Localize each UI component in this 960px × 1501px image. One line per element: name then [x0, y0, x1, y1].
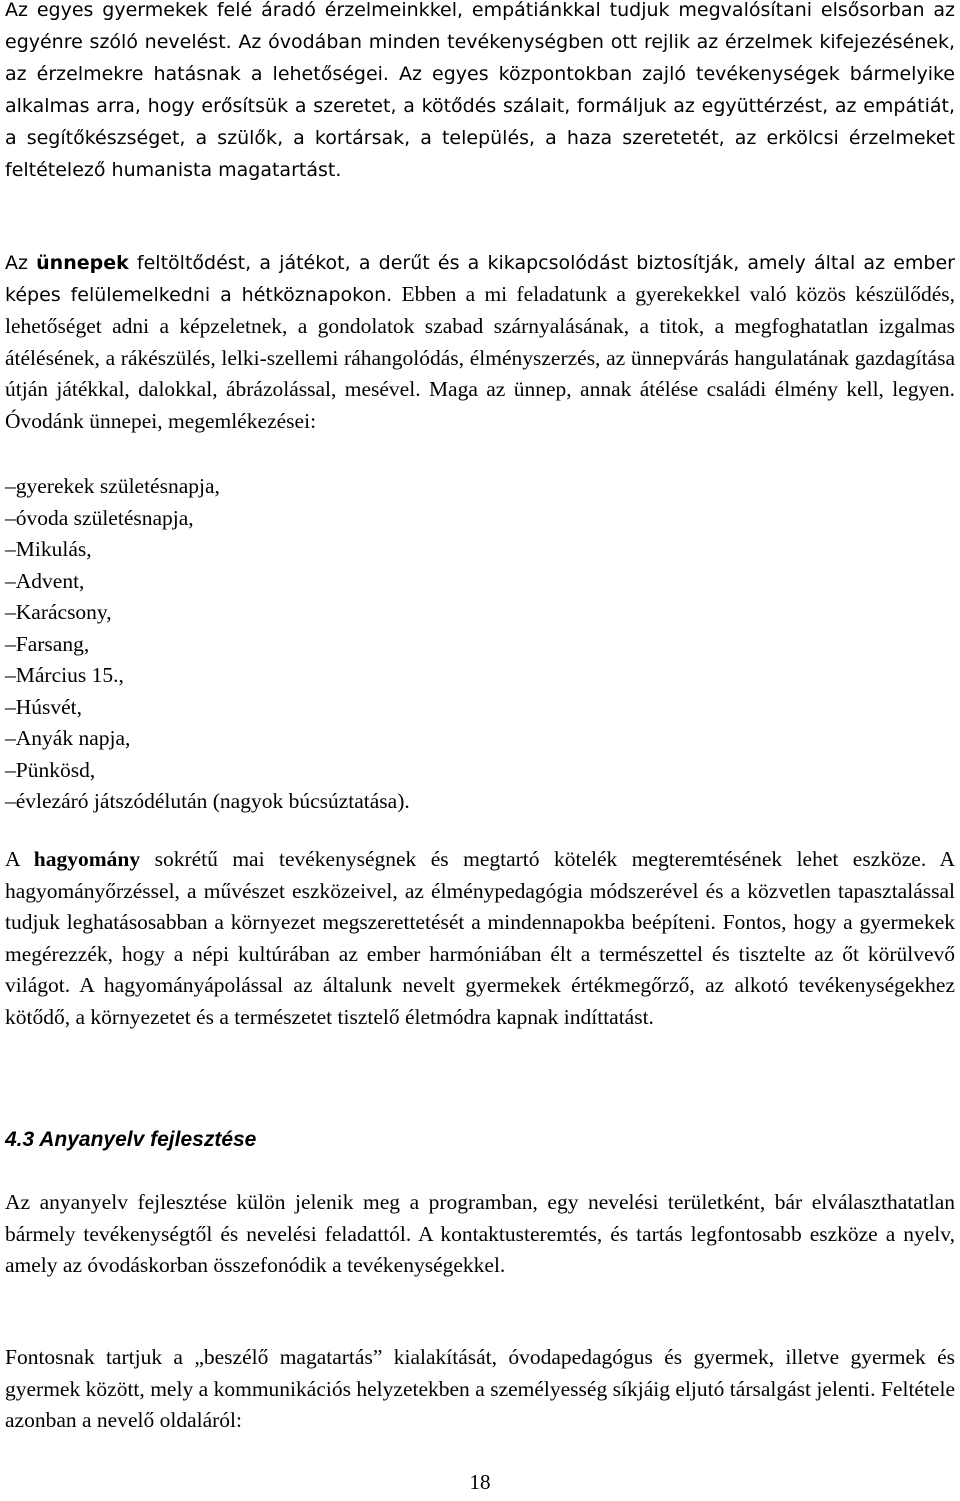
holiday-item: – évlezáró játszódélután (nagyok búcsúztatása).: [5, 786, 410, 818]
holiday-item: – gyerekek születésnapja,: [5, 471, 410, 503]
paragraph-tradition: [5, 844, 955, 1033]
paragraph-language-development: Az anyanyelv fejlesztése külön jelenik meg a programban, egy nevelési területként, bár elválaszthatatlan bármely tevékenységtől és nevelési feladattól. A kontaktusteremtés, és tartás legfontosabb eszköze a nyelv, amely az óvodáskorban összefonódik a tevékenységekkel.: [5, 1190, 955, 1277]
holiday-item: – Március 15.,: [5, 660, 410, 692]
paragraph-holidays-rest: feltöltődést, a játékot, a derűt és a kikapcsolódást biztosítják, amely által az ember képes felülemelkedni a hétköznapokon.: [5, 252, 955, 306]
paragraph-emotions: Az egyes gyermekek felé áradó érzelmeinkkel, empátiánkkal tudjuk megvalósítani elsősorban az egyénre szóló nevelést. Az óvodában minden tevékenységben ott rejlik az érzelmek kifejezésének, az érzelmekre hatásnak a lehetőségei. Az egyes központokban zajló tevékenységek bármelyike alkalmas arra, hogy erősítsük a szeretet, a kötődés szálait, formáljuk az együttérzést, az empátiát, a segítőkészséget, a szülők, a kortársak, a település, a haza szeretetét, az erkölcsi érzelmeket feltételező humanista magatartást.: [5, 0, 955, 181]
paragraph-tradition-start: A: [5, 847, 34, 871]
holiday-item: – Advent,: [5, 566, 410, 598]
page-number: 18: [469, 1470, 491, 1494]
holiday-item: – Pünkösd,: [5, 755, 410, 787]
section-heading: 4.3 Anyanyelv fejlesztése: [5, 1128, 257, 1151]
paragraph-speaking-behavior: Fontosnak tartjuk a „beszélő magatartás” kialakítását, óvodapedagógus és gyermek, illetve gyermek és gyermek között, mely a kommunikációs helyzetekben a személyesség síkjáig eljutó társalgást jelenti. Feltétele azonban a nevelő oldaláról:: [5, 1345, 955, 1432]
holiday-item: – Húsvét,: [5, 692, 410, 724]
keyword-tradition: hagyomány: [33, 847, 141, 871]
keyword-holidays: ünnepek: [36, 252, 129, 274]
holiday-item: – óvoda születésnapja,: [5, 503, 410, 535]
holiday-item: – Anyák napja,: [5, 723, 410, 755]
paragraph-tradition-rest: sokrétű mai tevékenységnek és megtartó kötelék megteremtésének lehet eszköze. A hagyományőrzéssel, a művészet eszközeivel, az élménypedagógia módszerével és a közvetlen tapasztalással tudjuk leghatásosabban a környezet megszerettetését a mindennapokba beépíteni. Fontos, hogy a gyermekek megérezzék, hogy a népi kultúrában az ember harmóniában élt a természettel és tisztelte az őt körülvevő világot. A hagyományápolással az általunk nevelt gyermekek értékmegőrző, az alkotó tevékenységekhez kötődő, a környezetet és a természetet tisztelő életmódra kapnak indíttatást.: [5, 847, 956, 1029]
holiday-item: – Mikulás,: [5, 534, 410, 566]
paragraph-holidays-continuation: Ebben a mi feladatunk a gyerekekkel való közös készülődés, lehetőséget adni a képzeletnek, a gondolatok szabad szárnyalásának, a titok, a megfoghatatlan izgalmas átélésének, a rákészülés, lelki-szellemi ráhangolódás, élményszerzés, az ünnepvárás hangulatának gazdagítása útján játékkal, dalokkal, ábrázolással, mesével. Maga az ünnep, annak átélése családi élmény kell, legyen. Óvodánk ünnepei, megemlékezései:: [5, 282, 955, 433]
holiday-list: [5, 471, 410, 818]
paragraph-holidays-start: Az: [5, 252, 37, 274]
holiday-item: – Karácsony,: [5, 597, 410, 629]
holiday-item: – Farsang,: [5, 629, 410, 661]
paragraph-holidays: [5, 247, 955, 437]
